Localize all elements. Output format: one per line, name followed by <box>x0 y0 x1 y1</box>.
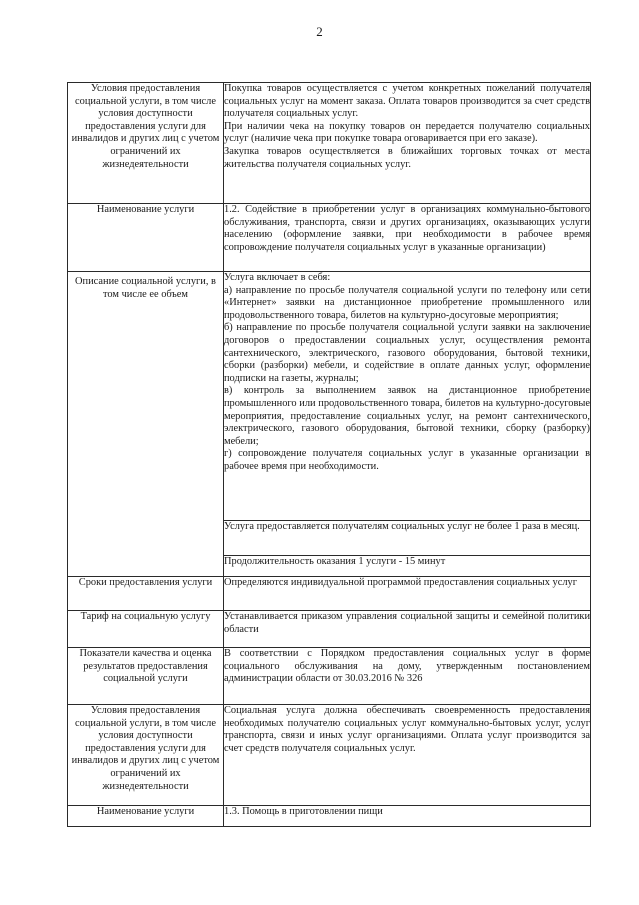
tariff-content: Устанавливается приказом управления социальной защиты и семейной политики области <box>224 611 591 648</box>
service-name-content: 1.3. Помощь в приготовлении пищи <box>224 806 591 827</box>
paragraph: б) направление по просьбе получателя социальной услуги заявки на заключение договоров о предоставлении социальных услуг, осуществления ремонта сантехнического, электрического, газового оборудования, бытовой техники, сборки (разборки) мебели, и содействие в оплате данных услуг, оформление подписки на газеты, журналы; <box>224 322 590 384</box>
quality-label: Показатели качества и оценка результатов предоставления социальной услуги <box>68 648 224 705</box>
paragraph: Услуга включает в себя: <box>224 272 331 283</box>
service-name-label: Наименование услуги <box>68 204 224 272</box>
conditions-label: Условия предоставления социальной услуги, в том числе условия доступности предоставления услуги для инвалидов и других лиц с учетом ограничений их жизнедеятельности <box>68 83 224 204</box>
description-content <box>224 272 591 521</box>
terms-label: Сроки предоставления услуги <box>68 577 224 611</box>
table-row <box>68 577 591 611</box>
service-name-label: Наименование услуги <box>68 806 224 827</box>
table-row <box>68 806 591 827</box>
table-row <box>68 611 591 648</box>
services-table <box>67 82 591 827</box>
table-row <box>68 648 591 705</box>
table-row <box>68 204 591 272</box>
terms-content: Определяются индивидуальной программой предоставления социальных услуг <box>224 577 591 611</box>
paragraph: Покупка товаров осуществляется с учетом конкретных пожеланий получателя социальных услуг на момент заказа. Оплата товаров производится за счет средств получателя социальных услуг. <box>224 83 590 120</box>
paragraph: в) контроль за выполнением заявок на дистанционное приобретение промышленного или продовольственного товара, билетов на культурно-досуговые мероприятия, предоставление социальных услуг, на ремонт сантехнического, электрического, газового оборудования, бытовой техники, сборку (разборку) мебели; <box>224 385 590 447</box>
paragraph: а) направление по просьбе получателя социальной услуги по телефону или сети «Интернет» заявки на дистанционное приобретение промышленного или продовольственного товара, билетов на культурно-досуговые мероприятия; <box>224 284 590 321</box>
duration-content: Продолжительность оказания 1 услуги - 15 минут <box>224 556 591 577</box>
service-name-content: 1.2. Содействие в приобретении услуг в организациях коммунально-бытового обслуживания, транспорта, связи и других организациях, оказывающих услуги населению (оформление заявки, при необходимости в рабочее время сопровождение получателя социальных услуг в указанные организации) <box>224 204 591 272</box>
quality-content: В соответствии с Порядком предоставления социальных услуг в форме социального обслуживания на дому, утвержденным постановлением администрации области от 30.03.2016 № 326 <box>224 648 591 705</box>
paragraph: При наличии чека на покупку товаров он передается получателю социальных услуг (наличие чека при покупке товара оговаривается при его заказе). <box>224 120 590 145</box>
conditions-content <box>224 83 591 204</box>
conditions-label: Условия предоставления социальной услуги, в том числе условия доступности предоставления услуги для инвалидов и других лиц с учетом ограничений их жизнедеятельности <box>68 705 224 806</box>
paragraph: г) сопровождение получателя социальных услуг в указанные организации в рабочее время при необходимости. <box>224 448 590 472</box>
tariff-label: Тариф на социальную услугу <box>68 611 224 648</box>
page-number: 2 <box>316 24 323 39</box>
paragraph: Закупка товаров осуществляется в ближайших торговых точках от места жительства получателя социальных услуг. <box>224 145 590 170</box>
frequency-content: Услуга предоставляется получателям социальных услуг не более 1 раза в месяц. <box>224 521 591 556</box>
conditions-content: Социальная услуга должна обеспечивать своевременность предоставления необходимых получателю социальных услуг коммунально-бытовых услуг, услуг транспорта, связи и иных услуг организациями. Оплата услуг производится за счет средств получателя социальных услуг. <box>224 705 591 806</box>
table-row <box>68 272 591 521</box>
table-row <box>68 83 591 204</box>
description-label: Описание социальной услуги, в том числе ее объем <box>68 272 224 577</box>
table-row <box>68 705 591 806</box>
